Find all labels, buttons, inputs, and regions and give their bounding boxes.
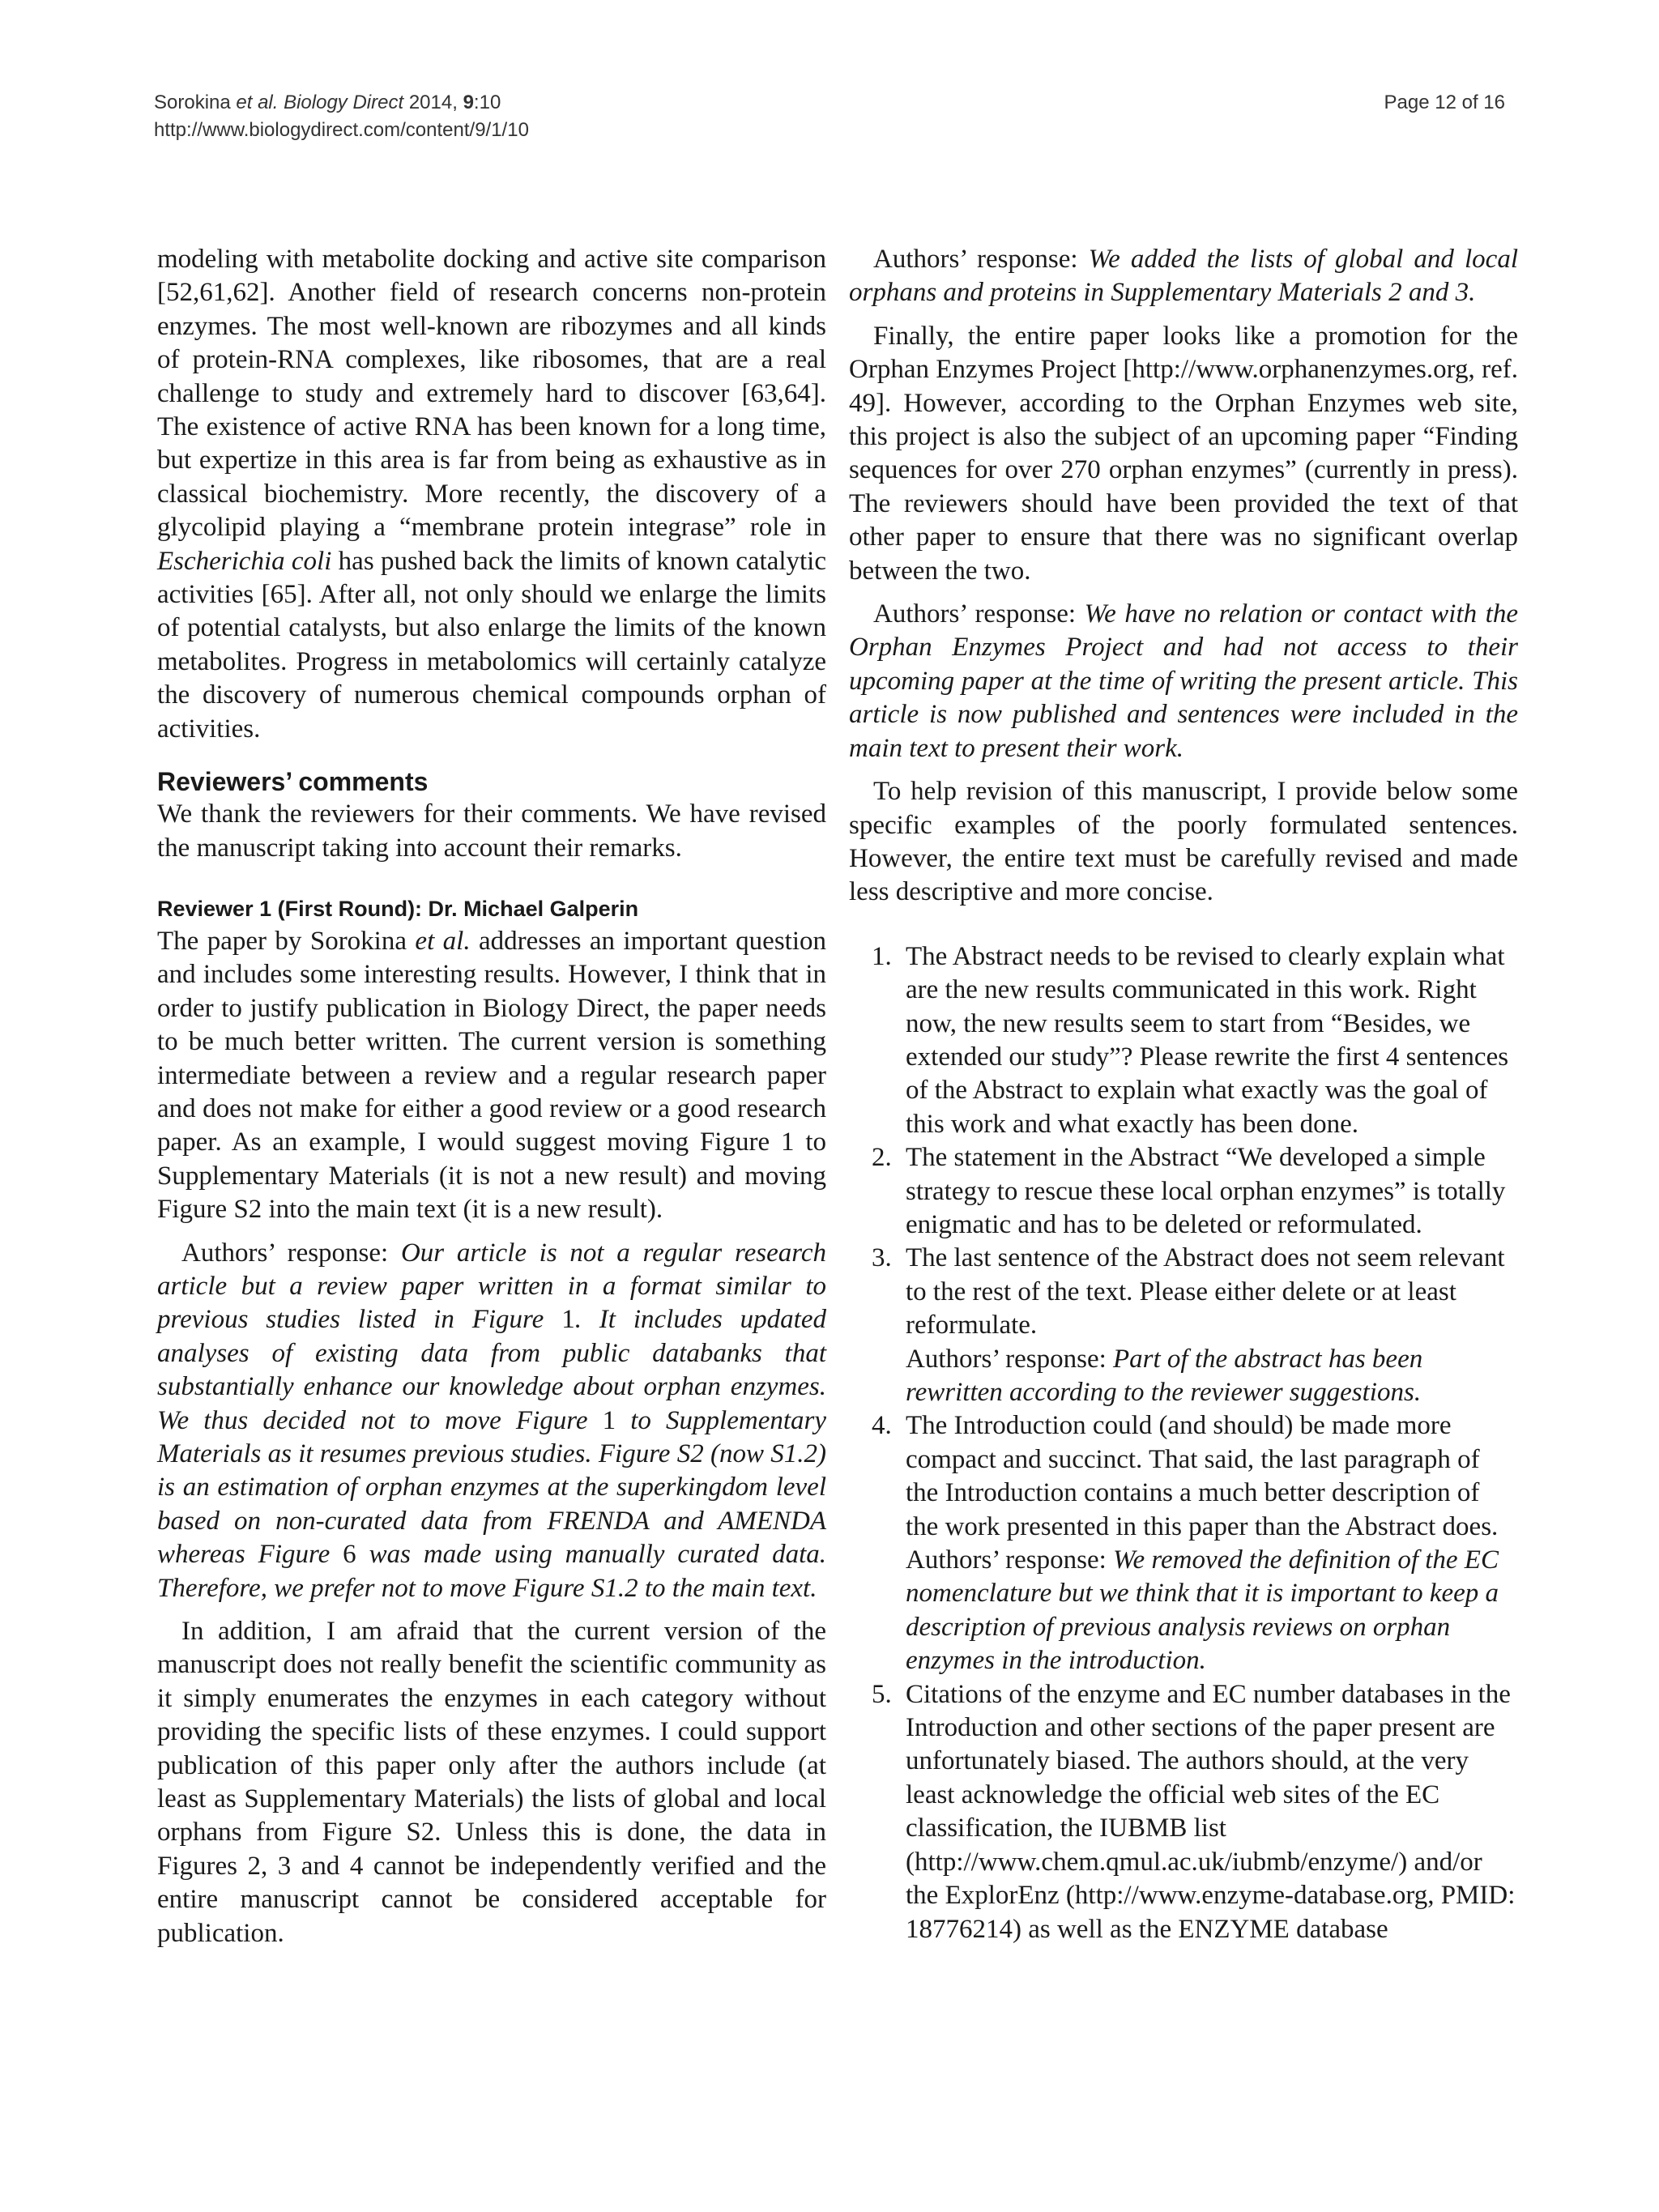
article-url[interactable]: http://www.biologydirect.com/content/9/1/10 [154,119,529,141]
authors-response: Authors’ response: Part of the abstract has been rewritten according to the reviewer suggestions. [906,1344,1423,1407]
section-heading: Reviewers’ comments [157,767,429,797]
citation-etal: et al. [236,92,279,113]
paragraph: Finally, the entire paper looks like a promotion for the Orphan Enzymes Project [http://www.orphanenzymes.org, ref. 49]. However, according to the Orphan Enzymes web site, this project is also the subject of an upcoming paper “Finding sequences for over 270 orphan enzymes” (currently in press). The reviewers should have been provided the text of that other paper to ensure that there was no significant overlap between the two. [849,321,1518,586]
reviewer-heading: Reviewer 1 (First Round): Dr. Michael Galperin [157,896,639,921]
right-column [849,243,1518,1946]
citation-authors: Sorokina [154,92,237,113]
paragraph: The paper by Sorokina et al. addresses an important question and includes some interesting results. However, I think that in order to justify publication in Biology Direct, the paper needs to be much better written. The current version is something intermediate between a review and a regular research paper and does not make for either a good review or a good research paper. As an example, I would suggest moving Figure 1 to Supplementary Materials (it is not a new result) and moving Figure S2 into the main text (it is a new result). [157,926,826,1225]
list-item: 3. The last sentence of the Abstract does not seem relevant to the rest of the text. Please either delete or at least reformulate. Authors’ response: Part of the abstract has been rewritten according to the reviewer suggestions. [849,1242,1518,1409]
paragraph: We thank the reviewers for their comments. We have revised the manuscript taking into account their remarks. [157,799,826,863]
running-header [154,89,1505,144]
left-column [157,243,826,1950]
authors-response: Authors’ response: We removed the definition of the EC nomenclature but we think that it is important to keep a description of previous analysis reviews on orphan enzymes in the introduction. [906,1545,1499,1676]
paragraph: modeling with metabolite docking and active site comparison [52,61,62]. Another field of research concerns non-protein enzymes. The most well-known are ribozymes and all kinds of protein-RNA complexes, like ribosomes, that are a real challenge to study and extremely hard to discover [63,64]. The existence of active RNA has been known for a long time, but expertize in this area is far from being as exhaustive as in classical biochemistry. More recently, the discovery of a glycolipid playing a “membrane protein integrase” role in Escherichia coli has pushed back the limits of known catalytic activities [65]. After all, not only should we enlarge the limits of potential catalysts, but also enlarge the limits of the known metabolites. Progress in metabolomics will certainly catalyze the discovery of numerous chemical compounds orphan of activities. [157,245,826,744]
citation-year: 2014, [403,92,463,113]
authors-response: Authors’ response: We added the lists of global and local orphans and proteins in Supplementary Materials 2 and 3. [849,245,1518,308]
citation-article: :10 [473,92,501,113]
page-number: Page 12 of 16 [1384,92,1505,113]
numbered-comments [849,940,1518,1946]
citation-line [154,89,1505,117]
list-item: 1. The Abstract needs to be revised to clearly explain what are the new results communicated in this work. Right now, the new results seem to start from “Besides, we extended our study”? Please rewrite the first 4 sentences of the Abstract to explain what exactly was the goal of this work and what exactly has been done. [872,941,1509,1139]
authors-response: Authors’ response: We have no relation or contact with the Orphan Enzymes Project and had not access to their upcoming paper at the time of writing the present article. This article is now published and sentences were included in the main text to present their work. [849,599,1519,763]
paragraph: In addition, I am afraid that the current version of the manuscript does not really benefit the scientific community as it simply enumerates the enzymes in each category without providing the specific lists of these enzymes. I could support publication of this paper only after the authors include (at least as Supplementary Materials) the lists of global and local orphans from Figure S2. Unless this is done, the data in Figures 2, 3 and 4 cannot be independently verified and the entire manuscript cannot be considered acceptable for publication. [157,1617,826,1948]
citation-journal: Biology Direct [278,92,404,113]
paragraph: To help revision of this manuscript, I provide below some specific examples of the poorly formulated sentences. However, the entire text must be carefully revised and made less descriptive and more concise. [849,777,1518,907]
authors-response: Authors’ response: Our article is not a regular research article but a review paper written in a format similar to previous studies listed in Figure 1. It includes updated analyses of existing data from public databanks that substantially enhance our knowledge about orphan enzymes. We thus decided not to move Figure 1 to Supplementary Materials as it resumes previous studies. Figure S2 (now S1.2) is an estimation of orphan enzymes at the superkingdom level based on non-curated data from FRENDA and AMENDA whereas Figure 6 was made using manually curated data. Therefore, we prefer not to move Figure S1.2 to the main text. [157,1238,827,1603]
list-item: 2. The statement in the Abstract “We developed a simple strategy to rescue these local orphan enzymes” is totally enigmatic and has to be deleted or reformulated. [872,1143,1506,1239]
species-name: Escherichia coli [157,546,332,576]
citation-volume: 9 [463,92,474,113]
list-item: 5. Citations of the enzyme and EC number databases in the Introduction and other sections of the paper present are unfortunately biased. The authors should, at the very least acknowledge the official web sites of the EC classification, the IUBMB list (http://www.chem.qmul.ac.uk/iubmb/enzyme/) and/or the ExplorEnz (http://www.enzyme-database.org, PMID: 18776214) as well as the ENZYME database [872,1679,1516,1944]
list-item: 4. The Introduction could (and should) be made more compact and succinct. That said, the last paragraph of the Introduction contains a much better description of the work presented in this paper than the Abstract does. Authors’ response: We removed the definition of the EC nomenclature but we think that it is important to keep a description of previous analysis reviews on orphan enzymes in the introduction. [849,1409,1518,1677]
